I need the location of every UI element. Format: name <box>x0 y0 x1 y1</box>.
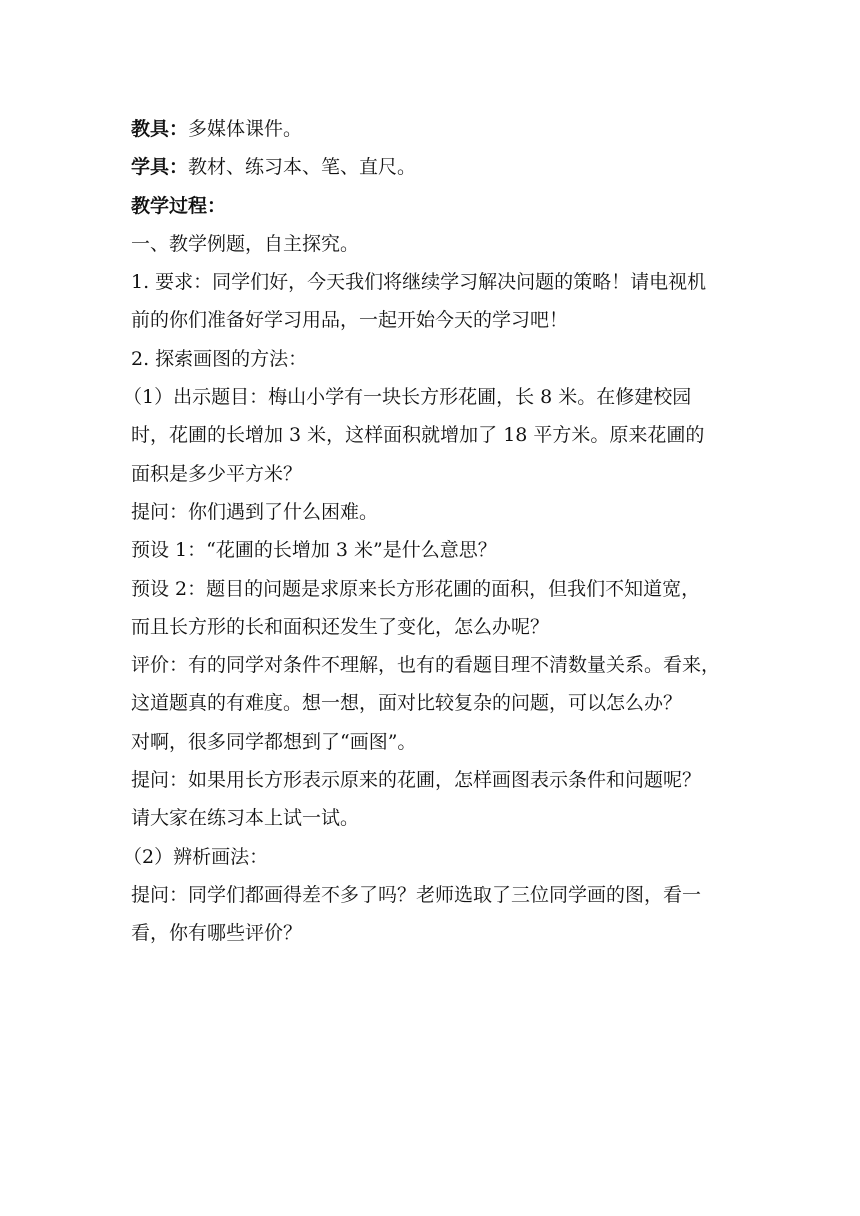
text-line: 一、教学例题，自主探究。 <box>131 232 360 255</box>
text-line: 对啊，很多同学都想到了“画图”。 <box>131 730 417 753</box>
text-line: 请大家在练习本上试一试。 <box>131 807 360 830</box>
text-line: 评价：有的同学对条件不理解，也有的看题目理不清数量关系。看来， <box>131 654 721 677</box>
text-line: 2. 探索画图的方法： <box>131 347 308 370</box>
teaching-tools-line <box>131 110 731 148</box>
text-line: 提问：同学们都画得差不多了吗？老师选取了三位同学画的图，看一 <box>131 883 702 906</box>
learning-tools-text: 教材、练习本、笔、直尺。 <box>188 156 417 179</box>
text-line: 预设 2：题目的问题是求原来长方形花圃的面积，但我们不知道宽， <box>131 577 701 600</box>
learning-tools-label: 学具： <box>131 156 189 179</box>
learning-tools-line <box>131 148 731 186</box>
teaching-process-heading <box>131 187 731 225</box>
text-line: 前的你们准备好学习用品，一起开始今天的学习吧！ <box>131 309 569 332</box>
text-line: 时，花圃的长增加 3 米，这样面积就增加了 18 平方米。原来花圃的 <box>131 424 705 447</box>
text-line: （2）辨析画法： <box>123 845 269 868</box>
text-line: 提问：你们遇到了什么困难。 <box>131 500 379 523</box>
text-line: 提问：如果用长方形表示原来的花圃，怎样画图表示条件和问题呢？ <box>131 769 702 792</box>
text-line: 这道题真的有难度。想一想，面对比较复杂的问题，可以怎么办？ <box>131 692 683 715</box>
text-line: 预设 1：“花圃的长增加 3 米”是什么意思？ <box>131 539 497 562</box>
text-line: 看，你有哪些评价？ <box>131 922 303 945</box>
text-line: 1. 要求：同学们好，今天我们将继续学习解决问题的策略！请电视机 <box>131 271 707 294</box>
teaching-tools-text: 多媒体课件。 <box>188 118 303 140</box>
teaching-process-label: 教学过程： <box>131 194 227 217</box>
text-line: 而且长方形的长和面积还发生了变化，怎么办呢？ <box>131 615 550 638</box>
document-body <box>123 110 731 953</box>
text-line: （1）出示题目：梅山小学有一块长方形花圃，长 8 米。在修建校园 <box>123 386 692 409</box>
text-line: 面积是多少平方米？ <box>131 462 303 485</box>
teaching-tools-label: 教具： <box>131 118 189 140</box>
